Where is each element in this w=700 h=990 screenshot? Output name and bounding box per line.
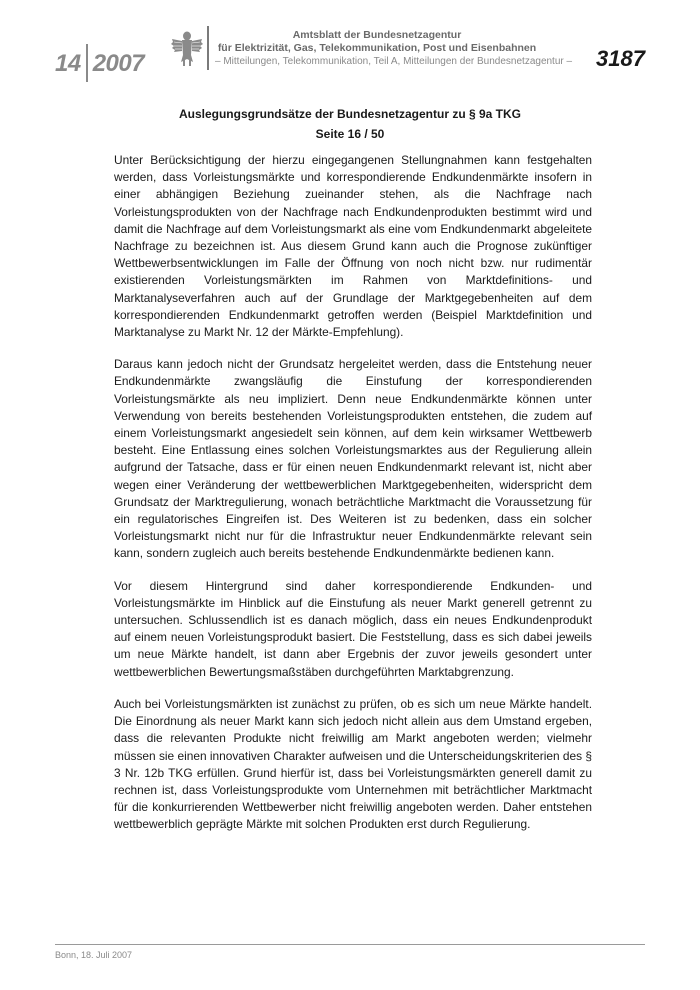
footer-date: Bonn, 18. Juli 2007 [55, 950, 133, 960]
issue-label [55, 44, 144, 82]
document-body [114, 152, 592, 849]
issue-number: 14 [55, 50, 81, 77]
paragraph-1: Unter Berücksichtigung der hierzu eingegangenen Stellungnahmen kann festgehalten werden, dass Vorleistungsmärkte und korrespondierende Endkundenmärkte insofern in einer abhängigen Beziehung zueinander stehen, als die Nachfrage nach Vorleistungsprodukten von der Nachfrage nach Endkundenprodukten bestimmt wird und damit die Nachfrage auf dem Vorleistungsmarkt als eine vom Endkundenmarkt abgeleitete Nachfrage zu bezeichnen ist. Aus diesem Grund kann auch die Prognose zukünftiger Wettbewerbsentwicklungen im Falle der Öffnung von noch nicht bzw. nur rudimentär existierenden Vorleistungsmärkten im Rahmen von Marktdefinitions- und Marktanalyseverfahren auch auf der Grundlage der Marktgegebenheiten auf dem korrespondierenden Endkundenmarkt getroffen werden (Beispiel Marktdefinition und Marktanalyse zu Markt Nr. 12 der Märkte-Empfehlung). [114, 153, 592, 340]
issue-separator [86, 44, 88, 82]
issue-year: 2007 [92, 50, 145, 77]
footer-divider [55, 944, 645, 945]
document-title: Auslegungsgrundsätze der Bundesnetzagentur zu § 9a TKG [178, 107, 522, 121]
gazette-name: Amtsblatt der Bundesnetzagentur [292, 29, 462, 41]
page-indicator: Seite 16 / 50 [315, 127, 385, 141]
federal-eagle-icon [170, 29, 204, 69]
gazette-scope: für Elektrizität, Gas, Telekommunikation, Post und Eisenbahnen [217, 42, 537, 54]
paragraph-3: Vor diesem Hintergrund sind daher korrespondierende Endkunden- und Vorleistungsmärkte im Hinblick auf die Einstufung als neuer Markt generell getrennt zu untersuchen. Schlussendlich ist es danach möglich, dass ein neues Endkundenprodukt auf einem neuen Vorleistungsprodukt basiert. Die Feststellung, dass es sich dabei jeweils um neue Märkte handelt, ist dann aber Ergebnis der zuvor jeweils gesondert unter wettbewerblichen Bewertungsmaßstäben durchgeführten Marktabgrenzung. [114, 578, 592, 679]
gazette-section: – Mitteilungen, Telekommunikation, Teil A, Mitteilungen der Bundesnetzagentur – [215, 56, 573, 67]
page-number: 3187 [596, 46, 645, 71]
paragraph-2: Daraus kann jedoch nicht der Grundsatz hergeleitet werden, dass die Entstehung neuer Endkundenmärkte zwangsläufig die Einstufung der korrespondierenden Vorleistungsmärkte als neu impliziert. Denn neue Endkundenmärkte können unter Verwendung von bereits bestehenden Vorleistungsprodukten entstehen, die zudem auf einem Vorleistungsmarkt angesiedelt sein können, auf dem kein wirksamer Wettbewerb besteht. Eine Entlassung eines solchen Vorleistungsmarktes aus der Regulierung allein aufgrund der Tatsache, dass er für einen neuen Endkundenmarkt relevant ist, nicht aber wegen einer Veränderung der wettbewerblichen Marktgegebenheiten, widerspricht dem Grundsatz der Marktregulierung, wonach beträchtliche Marktmacht die Voraussetzung für ein regulatorisches Eingreifen ist. Des Weiteren ist zu bedenken, dass ein solcher Vorleistungsmarkt nicht nur für die Infrastruktur neuer Endkundenmärkte relevant sein kann, sondern zugleich auch bereits bestehende Endkundenmärkte bedienen kann. [114, 357, 592, 561]
paragraph-4: Auch bei Vorleistungsmärkten ist zunächst zu prüfen, ob es sich um neue Märkte handelt. Die Einordnung als neuer Markt kann sich jedoch nicht allein aus dem Umstand ergeben, dass die relevanten Produkte nicht freiwillig am Markt angeboten werden; vielmehr müssen sie einen innovativen Charakter aufweisen und die Unterscheidungskriterien des § 3 Nr. 12b TKG erfüllen. Grund hierfür ist, dass bei Vorleistungsmärkten generell damit zu rechnen ist, dass Vorleistungsprodukte vom Unternehmen mit beträchtlicher Marktmacht für die konkurrierenden Wettbewerber nicht freiwillig angeboten werden. Daher entstehen wettbewerblich geprägte Märkte mit solchen Produkten erst durch Regulierung. [114, 696, 592, 832]
header-divider [207, 26, 209, 70]
